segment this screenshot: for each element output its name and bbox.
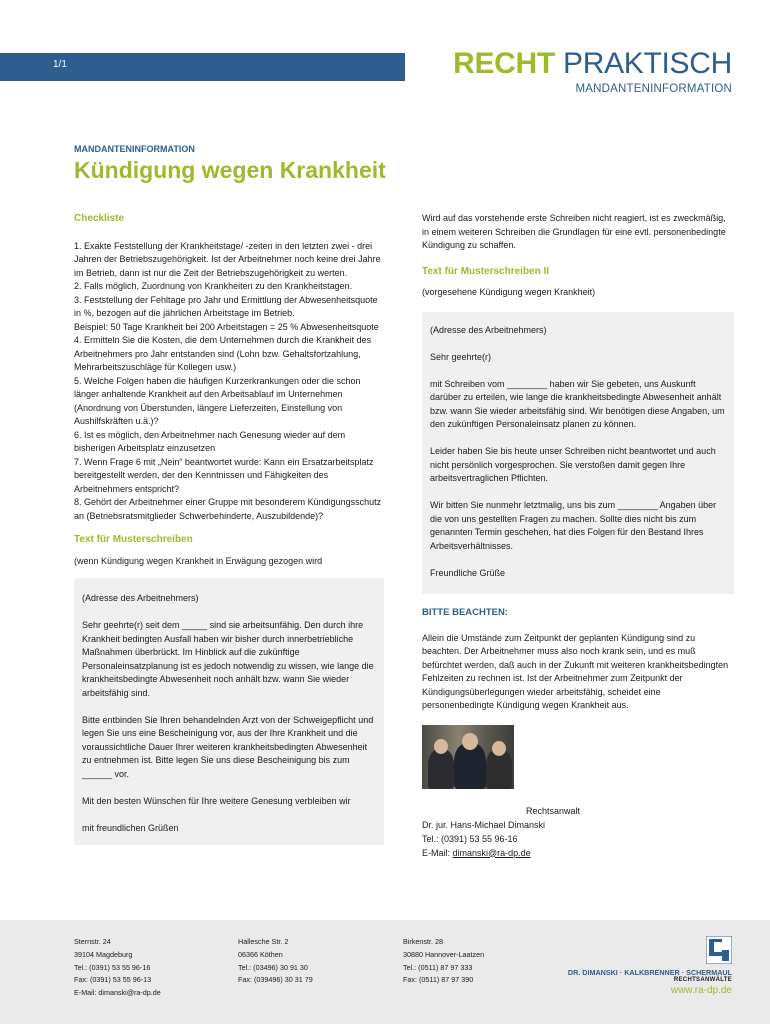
letter-template-box — [74, 578, 384, 845]
checklist-item: 7. Wenn Frage 6 mit „Nein“ beantwortet wurde: Kann ein Ersatzarbeitsplatz bereitgestellt werden, der den Kenntnissen und Fähigkeiten des Arbeitnehmers entspricht? — [74, 456, 374, 494]
office-city: 30880 Hannover-Laatzen — [403, 949, 485, 959]
template-intro: (wenn Kündigung wegen Krankheit in Erwägung gezogen wird — [74, 555, 323, 566]
brand-subtitle: MANDANTENINFORMATION — [575, 83, 732, 95]
header-bar — [0, 53, 405, 81]
right-column — [422, 212, 734, 858]
letter2-address: (Adresse des Arbeitnehmers) — [430, 324, 547, 335]
office-street: Hallesche Str. 2 — [238, 937, 289, 946]
office-fax: Fax: (0511) 87 97 390 — [403, 975, 474, 985]
brand-logo — [453, 47, 732, 81]
template2-heading: Text für Musterschreiben II — [422, 265, 550, 277]
contact-name: Dr. jur. Hans-Michael Dimanski — [422, 819, 546, 830]
checklist-item: 8. Gehört der Arbeitnehmer einer Gruppe mit besonderem Kündigungsschutz an (Betriebsratsmitglieder Schwerbehinderte, Auszubildende)? — [74, 497, 382, 521]
letter2-closing: Freundliche Grüße — [430, 567, 506, 578]
letter2-template-box — [422, 312, 734, 595]
page-title: Kündigung wegen Krankheit — [74, 157, 386, 183]
template-heading: Text für Musterschreiben — [74, 534, 193, 545]
checklist-item: 3. Feststellung der Fehltage pro Jahr und Ermittlung der Abwesenheitsquote in %, bezogen auf die jährlichen Arbeitstage im Betrieb. — [74, 294, 378, 318]
office-tel: Tel.: (03496) 30 91 30 — [238, 962, 308, 972]
letter-paragraph: Sehr geehrte(r) seit dem _____ sind sie arbeitsunfähig. Den durch ihre Krankheit bedingten Ausfall haben wir bisher durch innerbetriebliche Maßnahmen überbrückt. Im Hinblick auf die zukünftige Personaleinsatzplanung ist es jedoch notwendig zu wissen, wie lange die krankheitsbedingte Abwesenheit noch anhält bzw. wann Sie wieder arbeitsfähig sind. — [82, 620, 374, 698]
office-fax: Fax: (039496) 30 31 79 — [238, 975, 313, 985]
letter-address: (Adresse des Arbeitnehmers) — [82, 593, 199, 603]
left-column — [74, 212, 384, 845]
checklist-item: Beispiel: 50 Tage Krankheit bei 200 Arbeitstagen = 25 % Abwesenheitsquote — [74, 321, 379, 332]
brand-praktisch: PRAKTISCH — [563, 47, 732, 80]
office-magdeburg — [74, 936, 161, 1000]
firm-subtitle: RECHTSANWÄLTE — [673, 977, 732, 983]
office-fax: Fax: (0391) 53 55 96-13 — [74, 975, 152, 985]
contact-email-line — [422, 847, 531, 861]
note-text: Allein die Umstände zum Zeitpunkt der geplanten Kündigung sind zu beachten. Der Arbeitnehmer muss also noch krank sein, und es muß befürchtet werden, daß auch in der Zukunft mit weiteren krankheitsbedingten Fehlzeiten zu rechnen ist. Ist der Arbeitnehmer zum Zeitpunkt der Kündigungsüberlegungen wieder arbeitsfähig, scheidet eine personenbedingte Kündigung wegen Krankheit aus. — [422, 632, 729, 710]
checklist-item: 4. Ermitteln Sie die Kosten, die dem Unternehmen durch die Krankheit des Arbeitnehmers pro Jahr entstanden sind (Lohn bzw. Gehaltsfortzahlung, Mehrarbeitszuschläge für Kollegen usw.) — [74, 335, 372, 372]
footer — [0, 920, 770, 1024]
office-city: 06366 Köthen — [238, 949, 283, 959]
lawyers-photo — [422, 725, 514, 789]
office-hannover — [403, 936, 484, 987]
brand-recht: RECHT — [453, 47, 555, 80]
office-tel: Tel.: (0391) 53 55 96-16 — [74, 962, 151, 972]
letter-paragraph: Mit den besten Wünschen für Ihre weitere Genesung verbleiben wir — [82, 795, 351, 806]
office-street: Birkenstr. 28 — [403, 937, 443, 946]
checklist-item: 1. Exakte Feststellung der Krankheitstage/ -zeiten in den letzten zwei - drei Jahren der Betriebszugehörigkeit. Ist der Arbeitnehmer noch keine drei Jahre im Betrieb, dann ist nur die Zeit der Betriebszugehörigkeit zu werten. — [74, 240, 381, 278]
template2-intro: (vorgesehene Kündigung wegen Krankheit) — [422, 287, 596, 297]
page-number: 1/1 — [53, 59, 67, 70]
checklist-heading: Checkliste — [74, 213, 125, 224]
office-street: Sternstr. 24 — [74, 937, 111, 946]
contact-email-link[interactable]: dimanski@ra-dp.de — [452, 847, 531, 858]
office-city: 39104 Magdeburg — [74, 949, 133, 959]
letter2-paragraph: Leider haben Sie bis heute unser Schreiben nicht beantwortet und auch nicht persönlich vorgesprochen. Sie verstoßen damit gegen Ihre arbeitsvertraglichen Pflichten. — [430, 446, 716, 483]
doc-kicker: MANDANTENINFORMATION — [74, 144, 195, 154]
letter2-paragraph: mit Schreiben vom ________ haben wir Sie gebeten, uns Auskunft darüber zu erteilen, wie lange die krankheitsbedingte Abwesenheit anhält bzw. wann Sie wieder arbeitsfähig sind. Wir benötigen diese Angaben, um den zukünftigen Personaleinsatz planen zu können. — [430, 378, 725, 429]
checklist-item: 2. Falls möglich, Zuordnung von Krankheiten zu den Krankheitstagen. — [74, 281, 353, 291]
letter2-salutation: Sehr geehrte(r) — [430, 351, 492, 362]
letter-closing: mit freundlichen Grüßen — [82, 822, 179, 833]
letter2-paragraph: Wir bitten Sie nunmehr letztmalig, uns bis zum ________ Angaben über die von uns gestellten Fragen zu machen. Sollte dies nicht bis zum genannten Termin geschehen, hat dies Folgen für den Bestand Ihres Arbeitsverhältnisses. — [430, 500, 717, 551]
checklist — [74, 240, 384, 524]
contact-block — [422, 725, 734, 858]
firm-logo-icon — [706, 936, 732, 964]
contact-tel: Tel.: (0391) 53 55 96-16 — [422, 833, 518, 844]
office-email[interactable]: E-Mail: dimanski@ra-dp.de — [74, 988, 161, 998]
office-koethen — [238, 936, 313, 987]
note-heading: BITTE BEACHTEN: — [422, 607, 509, 618]
website-link[interactable]: www.ra-dp.de — [670, 985, 732, 996]
firm-name: DR. DIMANSKI · KALKBRENNER · SCHERMAUL — [567, 968, 732, 977]
contact-role: Rechtsanwalt — [526, 805, 581, 816]
checklist-item: 6. Ist es möglich, den Arbeitnehmer nach Genesung wieder auf dem bisherigen Arbeitsplatz einzusetzen — [74, 429, 346, 453]
intro-text: Wird auf das vorstehende erste Schreiben nicht reagiert, ist es zweckmäßig, in einem weiteren Schreiben die Grundlagen für eine evtl. personenbedingte Kündigung zu schaffen. — [422, 213, 726, 250]
contact-email-label: E-Mail: — [422, 847, 453, 858]
checklist-item: 5. Welche Folgen haben die häufigen Kurzerkrankungen oder die schon länger anhaltende Krankheit auf den Arbeitsablauf im Unternehmen (Anordnung von Überstunden, längere Lieferzeiten, Einstellung von Aushilfskräften u.ä.)? — [74, 375, 361, 426]
office-tel: Tel.: (0511) 87 97 333 — [403, 962, 473, 972]
letter-paragraph: Bitte entbinden Sie Ihren behandelnden Arzt von der Schweigepflicht und legen Sie uns eine Bescheinigung vor, aus der Ihre Krankheit und die voraussichtliche Dauer Ihrer weiteren krankheitsbedingten Abwesenheit zu entnehmen ist. Bitte legen Sie uns diese Bescheinigung bis zum ______ vor. — [82, 714, 374, 779]
